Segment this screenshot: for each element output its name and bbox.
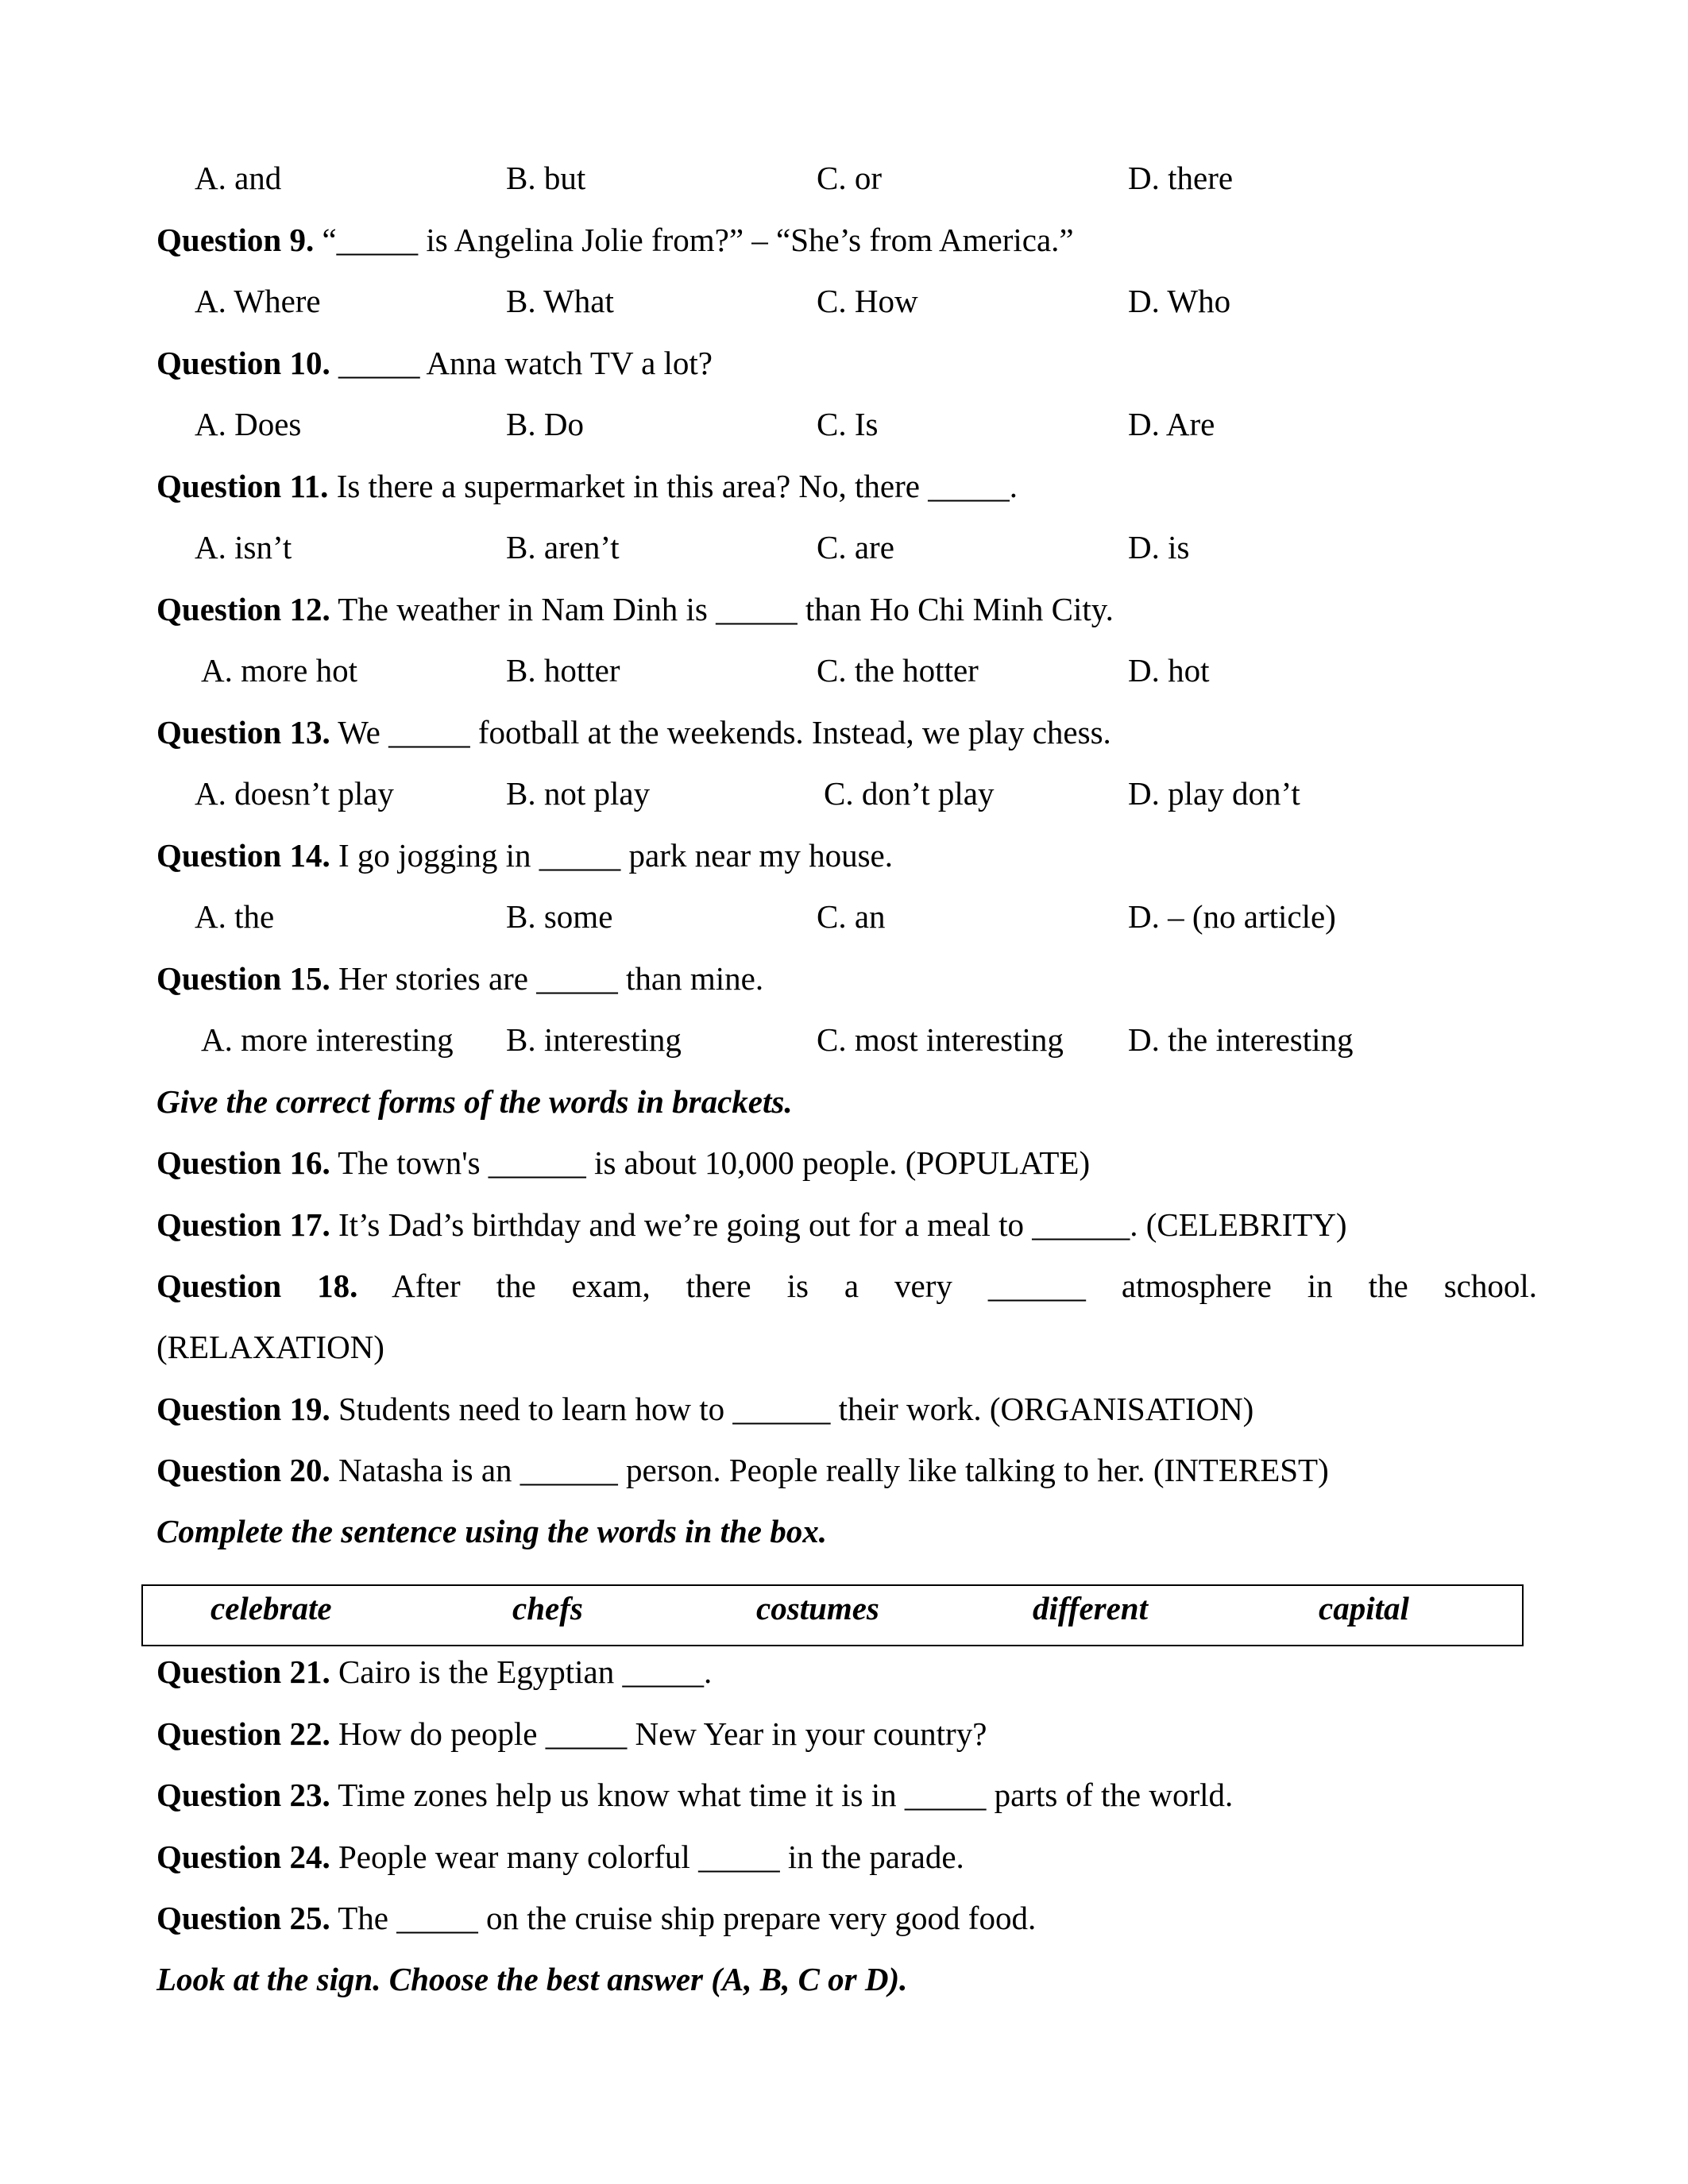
q10-option-a: A. Does — [195, 406, 302, 442]
q13-option-a: A. doesn’t play — [195, 775, 394, 812]
q9-option-a: A. Where — [195, 283, 321, 319]
question-12 — [156, 593, 1114, 626]
q15-option-d: D. the interesting — [1128, 1021, 1354, 1058]
question-label: Question 13. — [156, 714, 330, 751]
question-17 — [156, 1206, 1347, 1243]
question-text: The weather in Nam Dinh is _____ than Ho Chi Minh City. — [330, 591, 1114, 627]
question-18-continuation: (RELAXATION) — [156, 1329, 384, 1365]
question-22 — [156, 1715, 987, 1752]
q8-option-d: D. there — [1128, 160, 1234, 196]
question-23 — [156, 1779, 1233, 1812]
q10-option-d: D. Are — [1128, 406, 1215, 442]
question-text: Her stories are _____ than mine. — [330, 960, 764, 997]
question-9 — [156, 224, 1074, 257]
question-label: Question 17. — [156, 1206, 330, 1243]
q10-option-b: B. Do — [506, 406, 584, 442]
question-text: “_____ is Angelina Jolie from?” – “She’s from America.” — [314, 222, 1074, 258]
q11-option-b: B. aren’t — [506, 529, 620, 565]
q10-option-c: C. Is — [817, 406, 879, 442]
q12-option-b: B. hotter — [506, 652, 620, 689]
question-20 — [156, 1454, 1329, 1487]
question-label: Question 9. — [156, 222, 315, 258]
question-label: Question 22. — [156, 1715, 330, 1752]
q15-option-c: C. most interesting — [817, 1021, 1064, 1058]
word-box-item: different — [1033, 1590, 1149, 1626]
word-box-item: chefs — [512, 1590, 583, 1626]
q13-option-c: C. don’t play — [824, 775, 995, 812]
question-text: The town's ______ is about 10,000 people. (POPULATE) — [330, 1144, 1091, 1181]
question-text: Time zones help us know what time it is in _____ parts of the world. — [330, 1777, 1234, 1813]
q15-option-a: A. more interesting — [201, 1021, 454, 1058]
question-text: Is there a supermarket in this area? No, there _____. — [328, 468, 1018, 504]
q15-option-b: B. interesting — [506, 1021, 682, 1058]
question-text: Students need to learn how to ______ their work. (ORGANISATION) — [330, 1391, 1254, 1427]
question-label: Question 14. — [156, 837, 330, 874]
q8-option-b: B. but — [506, 160, 586, 196]
q13-option-b: B. not play — [506, 775, 651, 812]
question-label: Question 16. — [156, 1144, 330, 1181]
question-label: Question 15. — [156, 960, 330, 997]
question-16 — [156, 1144, 1091, 1181]
question-label: Question 19. — [156, 1391, 330, 1427]
question-13 — [156, 716, 1111, 749]
question-24 — [156, 1841, 964, 1873]
word-box-item: celebrate — [211, 1590, 332, 1626]
question-text: How do people _____ New Year in your country? — [330, 1715, 987, 1752]
question-label: Question 20. — [156, 1452, 330, 1488]
q9-option-d: D. Who — [1128, 283, 1231, 319]
question-label: Question 11. — [156, 468, 329, 504]
word-box-item: capital — [1319, 1590, 1409, 1626]
question-19 — [156, 1393, 1253, 1426]
question-18 — [156, 1270, 1537, 1302]
q11-option-a: A. isn’t — [195, 529, 292, 565]
q9-option-c: C. How — [817, 283, 918, 319]
question-text: We _____ football at the weekends. Instead, we play chess. — [330, 714, 1111, 751]
question-text: The _____ on the cruise ship prepare very good food. — [330, 1900, 1037, 1936]
question-15 — [156, 960, 764, 997]
question-text: I go jogging in _____ park near my house. — [330, 837, 893, 874]
sign-instruction: Look at the sign. Choose the best answer (A, B, C or D). — [156, 1961, 908, 1997]
question-25 — [156, 1902, 1036, 1935]
q14-option-b: B. some — [506, 898, 613, 935]
question-label: Question 21. — [156, 1653, 330, 1690]
question-text: Natasha is an ______ person. People really like talking to her. (INTEREST) — [330, 1452, 1329, 1488]
q8-option-a: A. and — [195, 160, 282, 196]
question-text: _____ Anna watch TV a lot? — [330, 345, 713, 381]
question-text: After the exam, there is a very ______ atmosphere in the school. — [357, 1268, 1537, 1304]
q14-option-c: C. an — [817, 898, 886, 935]
question-11 — [156, 470, 1018, 503]
q14-option-a: A. the — [195, 898, 275, 935]
word-forms-instruction: Give the correct forms of the words in brackets. — [156, 1083, 793, 1120]
question-label: Question 25. — [156, 1900, 330, 1936]
question-10 — [156, 347, 713, 380]
question-14 — [156, 839, 893, 872]
word-box-item: costumes — [756, 1590, 879, 1626]
question-21 — [156, 1653, 713, 1690]
question-label: Question 24. — [156, 1839, 330, 1875]
q11-option-d: D. is — [1128, 529, 1190, 565]
q14-option-d: D. – (no article) — [1128, 898, 1336, 935]
question-label: Question 23. — [156, 1777, 330, 1813]
q12-option-c: C. the hotter — [817, 652, 979, 689]
question-text: Cairo is the Egyptian _____. — [330, 1653, 713, 1690]
question-text: It’s Dad’s birthday and we’re going out for a meal to ______. (CELEBRITY) — [330, 1206, 1347, 1243]
question-label: Question 18. — [156, 1268, 358, 1304]
q9-option-b: B. What — [506, 283, 614, 319]
q12-option-a: A. more hot — [201, 652, 357, 689]
question-label: Question 12. — [156, 591, 330, 627]
q13-option-d: D. play don’t — [1128, 775, 1300, 812]
q12-option-d: D. hot — [1128, 652, 1210, 689]
question-label: Question 10. — [156, 345, 330, 381]
q11-option-c: C. are — [817, 529, 894, 565]
question-text: People wear many colorful _____ in the parade. — [330, 1839, 964, 1875]
word-box-instruction: Complete the sentence using the words in the box. — [156, 1513, 827, 1549]
q8-option-c: C. or — [817, 160, 882, 196]
